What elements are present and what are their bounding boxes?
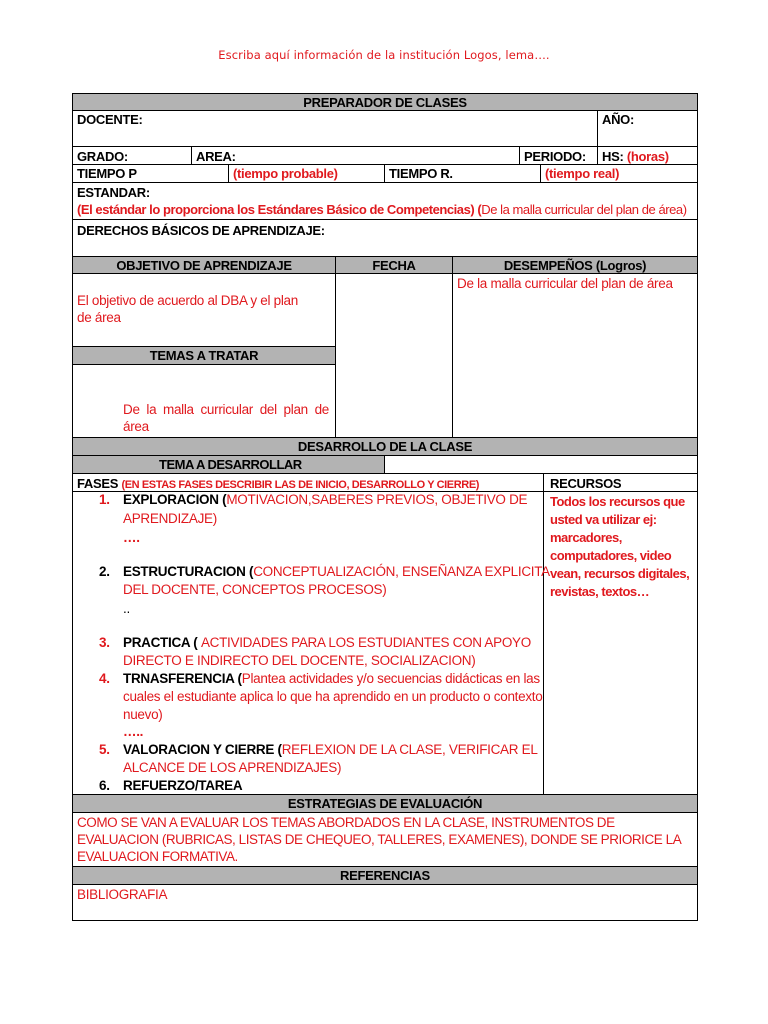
grado-label: GRADO: <box>77 149 128 164</box>
docente-label: DOCENTE: <box>77 112 143 127</box>
phase-1-line-3: …. <box>123 530 140 545</box>
tiempo-r-field[interactable] <box>540 164 698 183</box>
phase-2-number: 2. <box>99 564 110 579</box>
anio-field[interactable] <box>597 110 698 147</box>
estandar-hint-malla: De la malla curricular del plan de área) <box>481 202 687 217</box>
referencias-field[interactable] <box>72 884 698 921</box>
tiempo-p-label-cell <box>72 164 229 183</box>
docente-field[interactable] <box>72 110 598 147</box>
phase-4-line-1: TRNASFERENCIA (Plantea actividades y/o secuencias didácticas en las <box>123 671 540 686</box>
dba-field[interactable] <box>72 219 698 257</box>
phase-4-line-3: nuevo) <box>123 707 163 722</box>
hs-label: HS: <box>602 149 624 164</box>
desempenos-field[interactable] <box>452 273 698 438</box>
phase-1-number: 1. <box>99 492 110 507</box>
phase-4-number: 4. <box>99 671 110 686</box>
tiempo-p-hint: (tiempo probable) <box>233 166 338 181</box>
phase-5-number: 5. <box>99 742 110 757</box>
phase-2-line-1: ESTRUCTURACION (CONCEPTUALIZACIÓN, ENSEÑANZA EXPLICITA <box>123 564 550 579</box>
estandar-hint-standards: (El estándar lo proporciona los Estándares Básico de Competencias) ( <box>77 202 482 217</box>
dba-label: DERECHOS BÁSICOS DE APRENDIZAJE: <box>77 223 325 238</box>
phase-6-number: 6. <box>99 778 110 793</box>
phase-3-line-1: PRACTICA ( ACTIVIDADES PARA LOS ESTUDIANTES CON APOYO <box>123 635 531 650</box>
temas-header: TEMAS A TRATAR <box>72 346 336 365</box>
phase-4-line-4: ….. <box>123 724 144 739</box>
bibliografia-text: BIBLIOGRAFIA <box>77 887 168 902</box>
hs-hint: (horas) <box>626 149 669 164</box>
phase-1-line-1: EXPLORACION (MOTIVACION,SABERES PREVIOS, OBJETIVO DE <box>123 492 528 507</box>
fases-hint: (EN ESTAS FASES DESCRIBIR LAS DE INICIO, DESARROLLO Y CIERRE) <box>121 479 480 491</box>
fases-label: FASES <box>77 476 119 491</box>
evaluacion-header: ESTRATEGIAS DE EVALUACIÓN <box>72 794 698 813</box>
objetivo-header: OBJETIVO DE APRENDIZAJE <box>72 256 336 274</box>
tema-desarrollar-label: TEMA A DESARROLLAR <box>72 455 385 474</box>
tiempo-r-hint: (tiempo real) <box>545 166 620 181</box>
fecha-field[interactable] <box>335 273 453 438</box>
form-title: PREPARADOR DE CLASES <box>72 93 698 111</box>
institution-header-note: Escriba aquí información de la institución Logos, lema…. <box>218 48 550 62</box>
tiempo-p-label: TIEMPO P <box>77 166 137 181</box>
phase-3-number: 3. <box>99 635 110 650</box>
referencias-header: REFERENCIAS <box>72 866 698 885</box>
desempenos-header: DESEMPEÑOS (Logros) <box>452 256 698 274</box>
periodo-label: PERIODO: <box>524 149 586 164</box>
evaluacion-text: COMO SE VAN A EVALUAR LOS TEMAS ABORDADOS EN LA CLASE, INSTRUMENTOS DE EVALUACION (RUBRICAS, LISTAS DE CHEQUEO, TALLERES, EXAMENES), DONDE SE PRIORICE LA EVALUACION FORMATIVA. <box>77 815 681 864</box>
fecha-header: FECHA <box>335 256 453 274</box>
phase-4-line-2: cuales el estudiante aplica lo que ha aprendido en un producto o contexto <box>123 689 543 704</box>
recursos-field[interactable] <box>543 491 698 795</box>
recursos-header: RECURSOS <box>543 473 698 492</box>
objetivo-text: El objetivo de acuerdo al DBA y el plan de área <box>77 293 298 325</box>
tema-desarrollar-field[interactable] <box>384 455 698 474</box>
grado-field[interactable] <box>72 146 192 165</box>
temas-field[interactable] <box>72 364 336 438</box>
phase-5-line-1: VALORACION Y CIERRE (REFLEXION DE LA CLASE, VERIFICAR EL <box>123 742 538 757</box>
area-label: AREA: <box>196 149 236 164</box>
phase-1-line-2: APRENDIZAJE) <box>123 511 217 526</box>
phase-2-line-3: .. <box>123 601 130 616</box>
phase-2-line-2: DEL DOCENTE, CONCEPTOS PROCESOS) <box>123 582 387 597</box>
anio-label: AÑO: <box>602 112 635 127</box>
temas-text: De la malla curricular del plan de área <box>123 402 329 434</box>
area-field[interactable] <box>191 146 520 165</box>
phase-6-line-1: REFUERZO/TAREA <box>123 778 243 793</box>
tiempo-r-label: TIEMPO R. <box>389 166 453 181</box>
tiempo-p-field[interactable] <box>228 164 385 183</box>
periodo-field[interactable] <box>519 146 598 165</box>
recursos-text: Todos los recursos que usted va utilizar ej: marcadores, computadores, video vean, recursos digitales, revistas, textos… <box>550 494 690 599</box>
phase-5-line-2: ALCANCE DE LOS APRENDIZAJES) <box>123 760 342 775</box>
fases-header-cell <box>72 473 544 492</box>
evaluacion-field[interactable] <box>72 812 698 867</box>
tiempo-r-label-cell <box>384 164 541 183</box>
estandar-field[interactable] <box>72 182 698 220</box>
estandar-label: ESTANDAR: <box>77 185 150 200</box>
hs-field[interactable] <box>597 146 698 165</box>
desempenos-text: De la malla curricular del plan de área <box>457 276 673 291</box>
phase-3-line-2: DIRECTO E INDIRECTO DEL DOCENTE, SOCIALIZACION) <box>123 653 476 668</box>
objetivo-field[interactable] <box>72 273 336 347</box>
desarrollo-header: DESARROLLO DE LA CLASE <box>72 437 698 456</box>
